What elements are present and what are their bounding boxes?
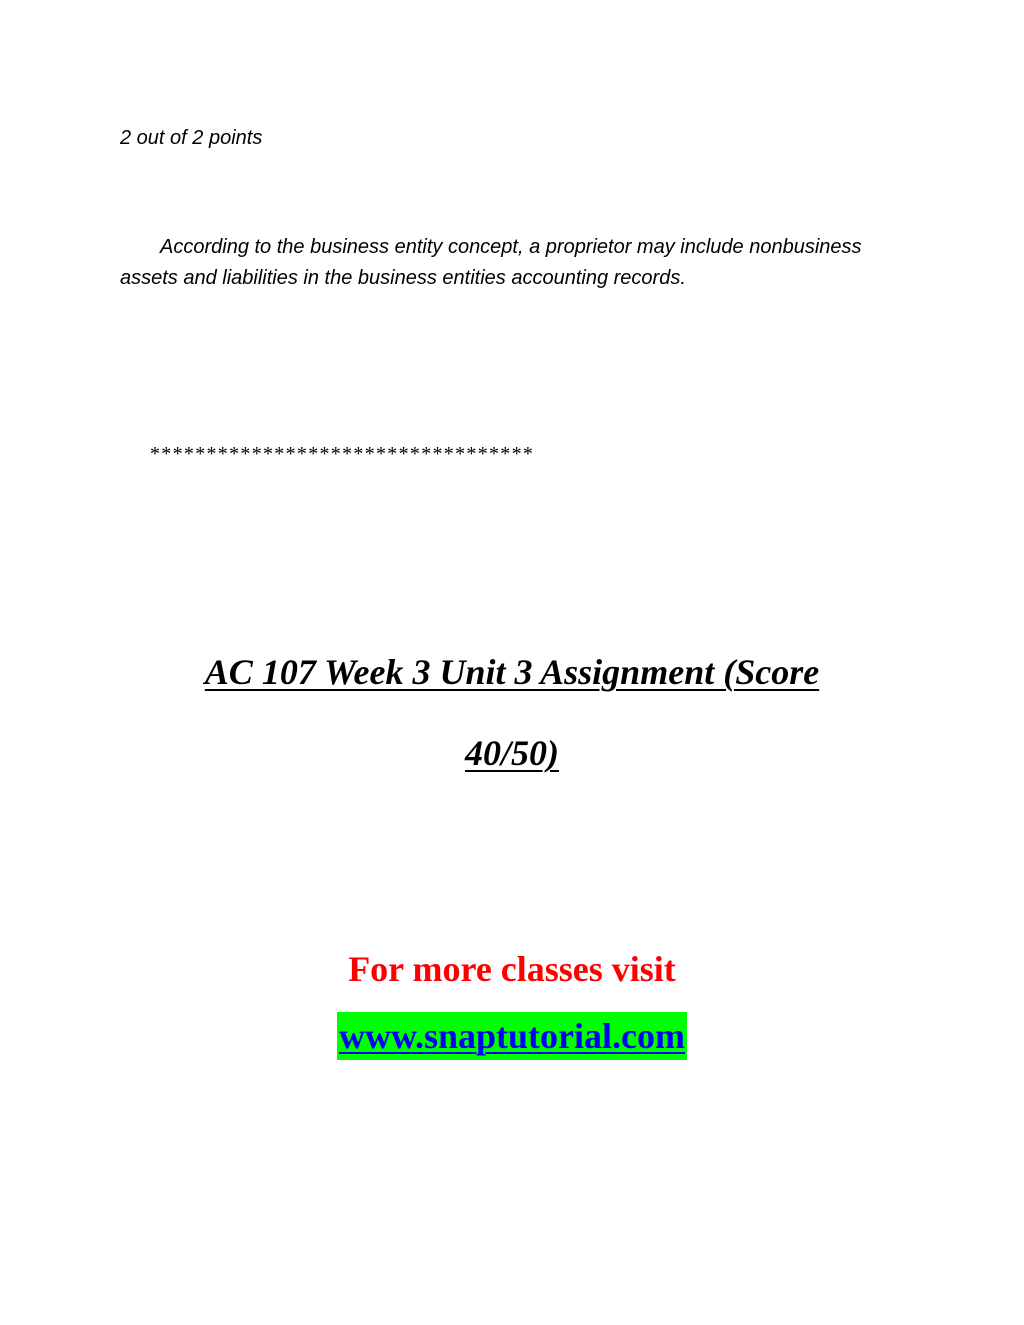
promo-text: For more classes visit (348, 949, 676, 989)
promo-link-container (0, 1012, 1024, 1060)
assignment-title (0, 632, 1024, 794)
snaptutorial-link[interactable]: www.snaptutorial.com (337, 1012, 687, 1060)
question-score: 2 out of 2 points (120, 127, 263, 149)
assignment-title-line-1: AC 107 Week 3 Unit 3 Assignment (Score (204, 652, 820, 692)
question-text: According to the business entity concept, a proprietor may include nonbusiness assets and liabilities in the business entities accounting records. (120, 236, 862, 289)
separator-line: ********************************** (150, 443, 535, 465)
assignment-title-line-2: 40/50) (465, 733, 559, 773)
